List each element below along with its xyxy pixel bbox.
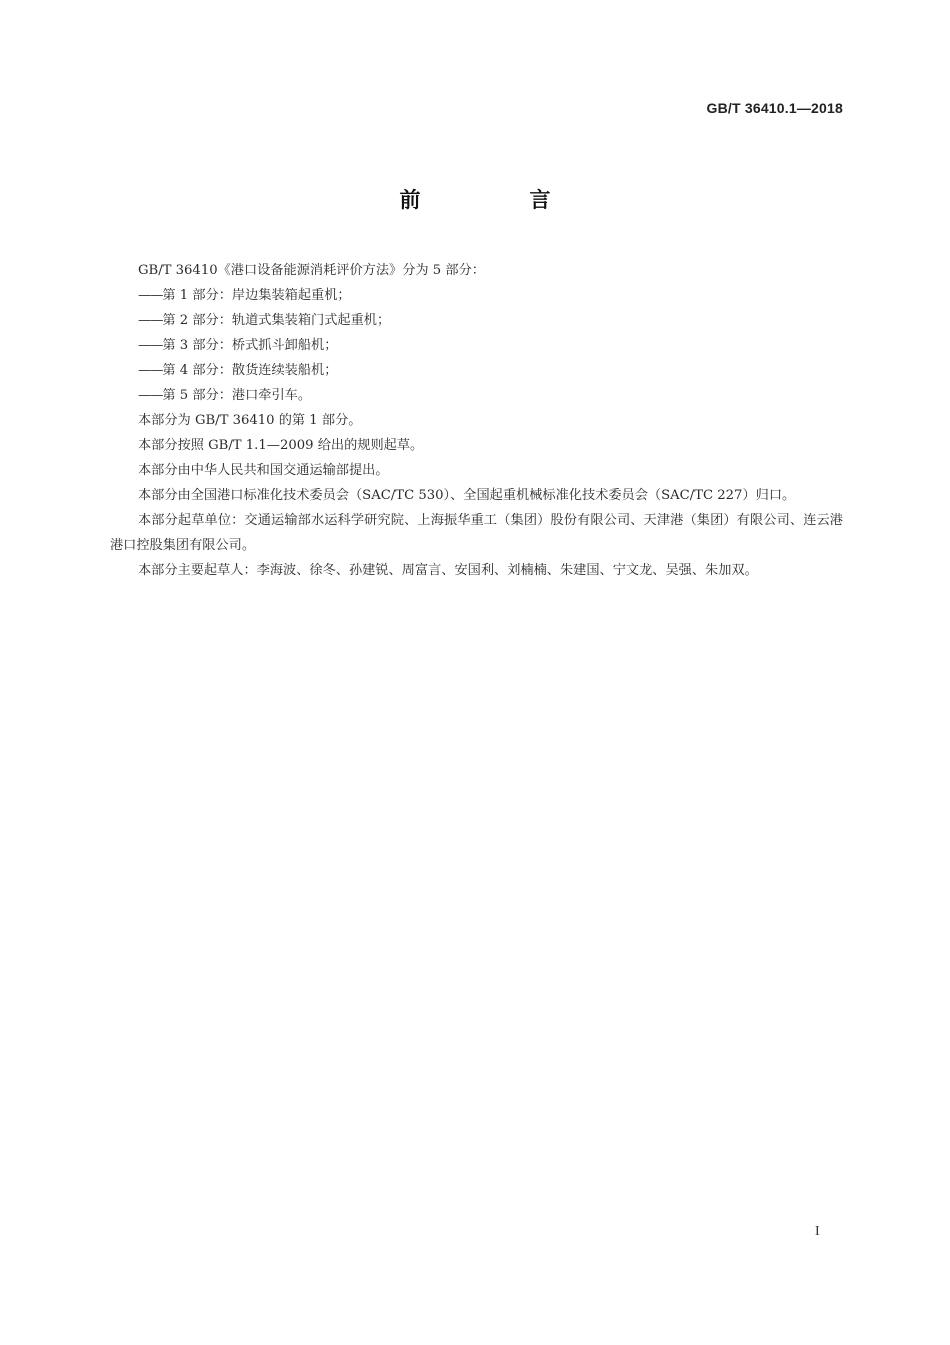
dash-marker: —— <box>138 363 163 378</box>
standard-code-header: GB/T 36410.1—2018 <box>706 100 843 116</box>
part-list-item <box>110 358 843 383</box>
part-item-text: 第 4 部分：散货连续装船机； <box>162 363 338 378</box>
part-list-item <box>110 383 843 408</box>
dash-marker: —— <box>138 288 163 303</box>
dash-marker: —— <box>138 313 163 328</box>
part-list-item <box>110 333 843 358</box>
part-item-text: 第 2 部分：轨道式集装箱门式起重机； <box>162 313 391 328</box>
intro-paragraph: GB/T 36410《港口设备能源消耗评价方法》分为 5 部分： <box>138 263 485 278</box>
part-item-text: 第 3 部分：桥式抓斗卸船机； <box>162 338 338 353</box>
part-item-text: 第 5 部分：港口牵引车。 <box>162 388 312 403</box>
dash-marker: —— <box>138 388 163 403</box>
committee-paragraph: 本部分由全国港口标准化技术委员会（SAC/TC 530）、全国起重机械标准化技术委员会（SAC/TC 227）归口。 <box>138 488 796 503</box>
drafters-paragraph: 本部分主要起草人：李海波、徐冬、孙建锐、周富言、安国利、刘楠楠、朱建国、宁文龙、吴强、朱加双。 <box>138 563 758 578</box>
foreword-body <box>110 258 843 583</box>
drafting-rules-paragraph: 本部分按照 GB/T 1.1—2009 给出的规则起草。 <box>138 438 424 453</box>
part-list-item <box>110 308 843 333</box>
drafting-units-paragraph: 本部分起草单位：交通运输部水运科学研究院、上海振华重工（集团）股份有限公司、天津港（集团）有限公司、连云港港口控股集团有限公司。 <box>110 513 843 553</box>
page-title: 前 言 <box>399 188 595 212</box>
proposer-paragraph: 本部分由中华人民共和国交通运输部提出。 <box>138 463 389 478</box>
page-number: I <box>815 1224 820 1239</box>
part-item-text: 第 1 部分：岸边集装箱起重机； <box>162 288 351 303</box>
dash-marker: —— <box>138 338 163 353</box>
part-list-item <box>110 283 843 308</box>
part-number-paragraph: 本部分为 GB/T 36410 的第 1 部分。 <box>138 413 362 428</box>
